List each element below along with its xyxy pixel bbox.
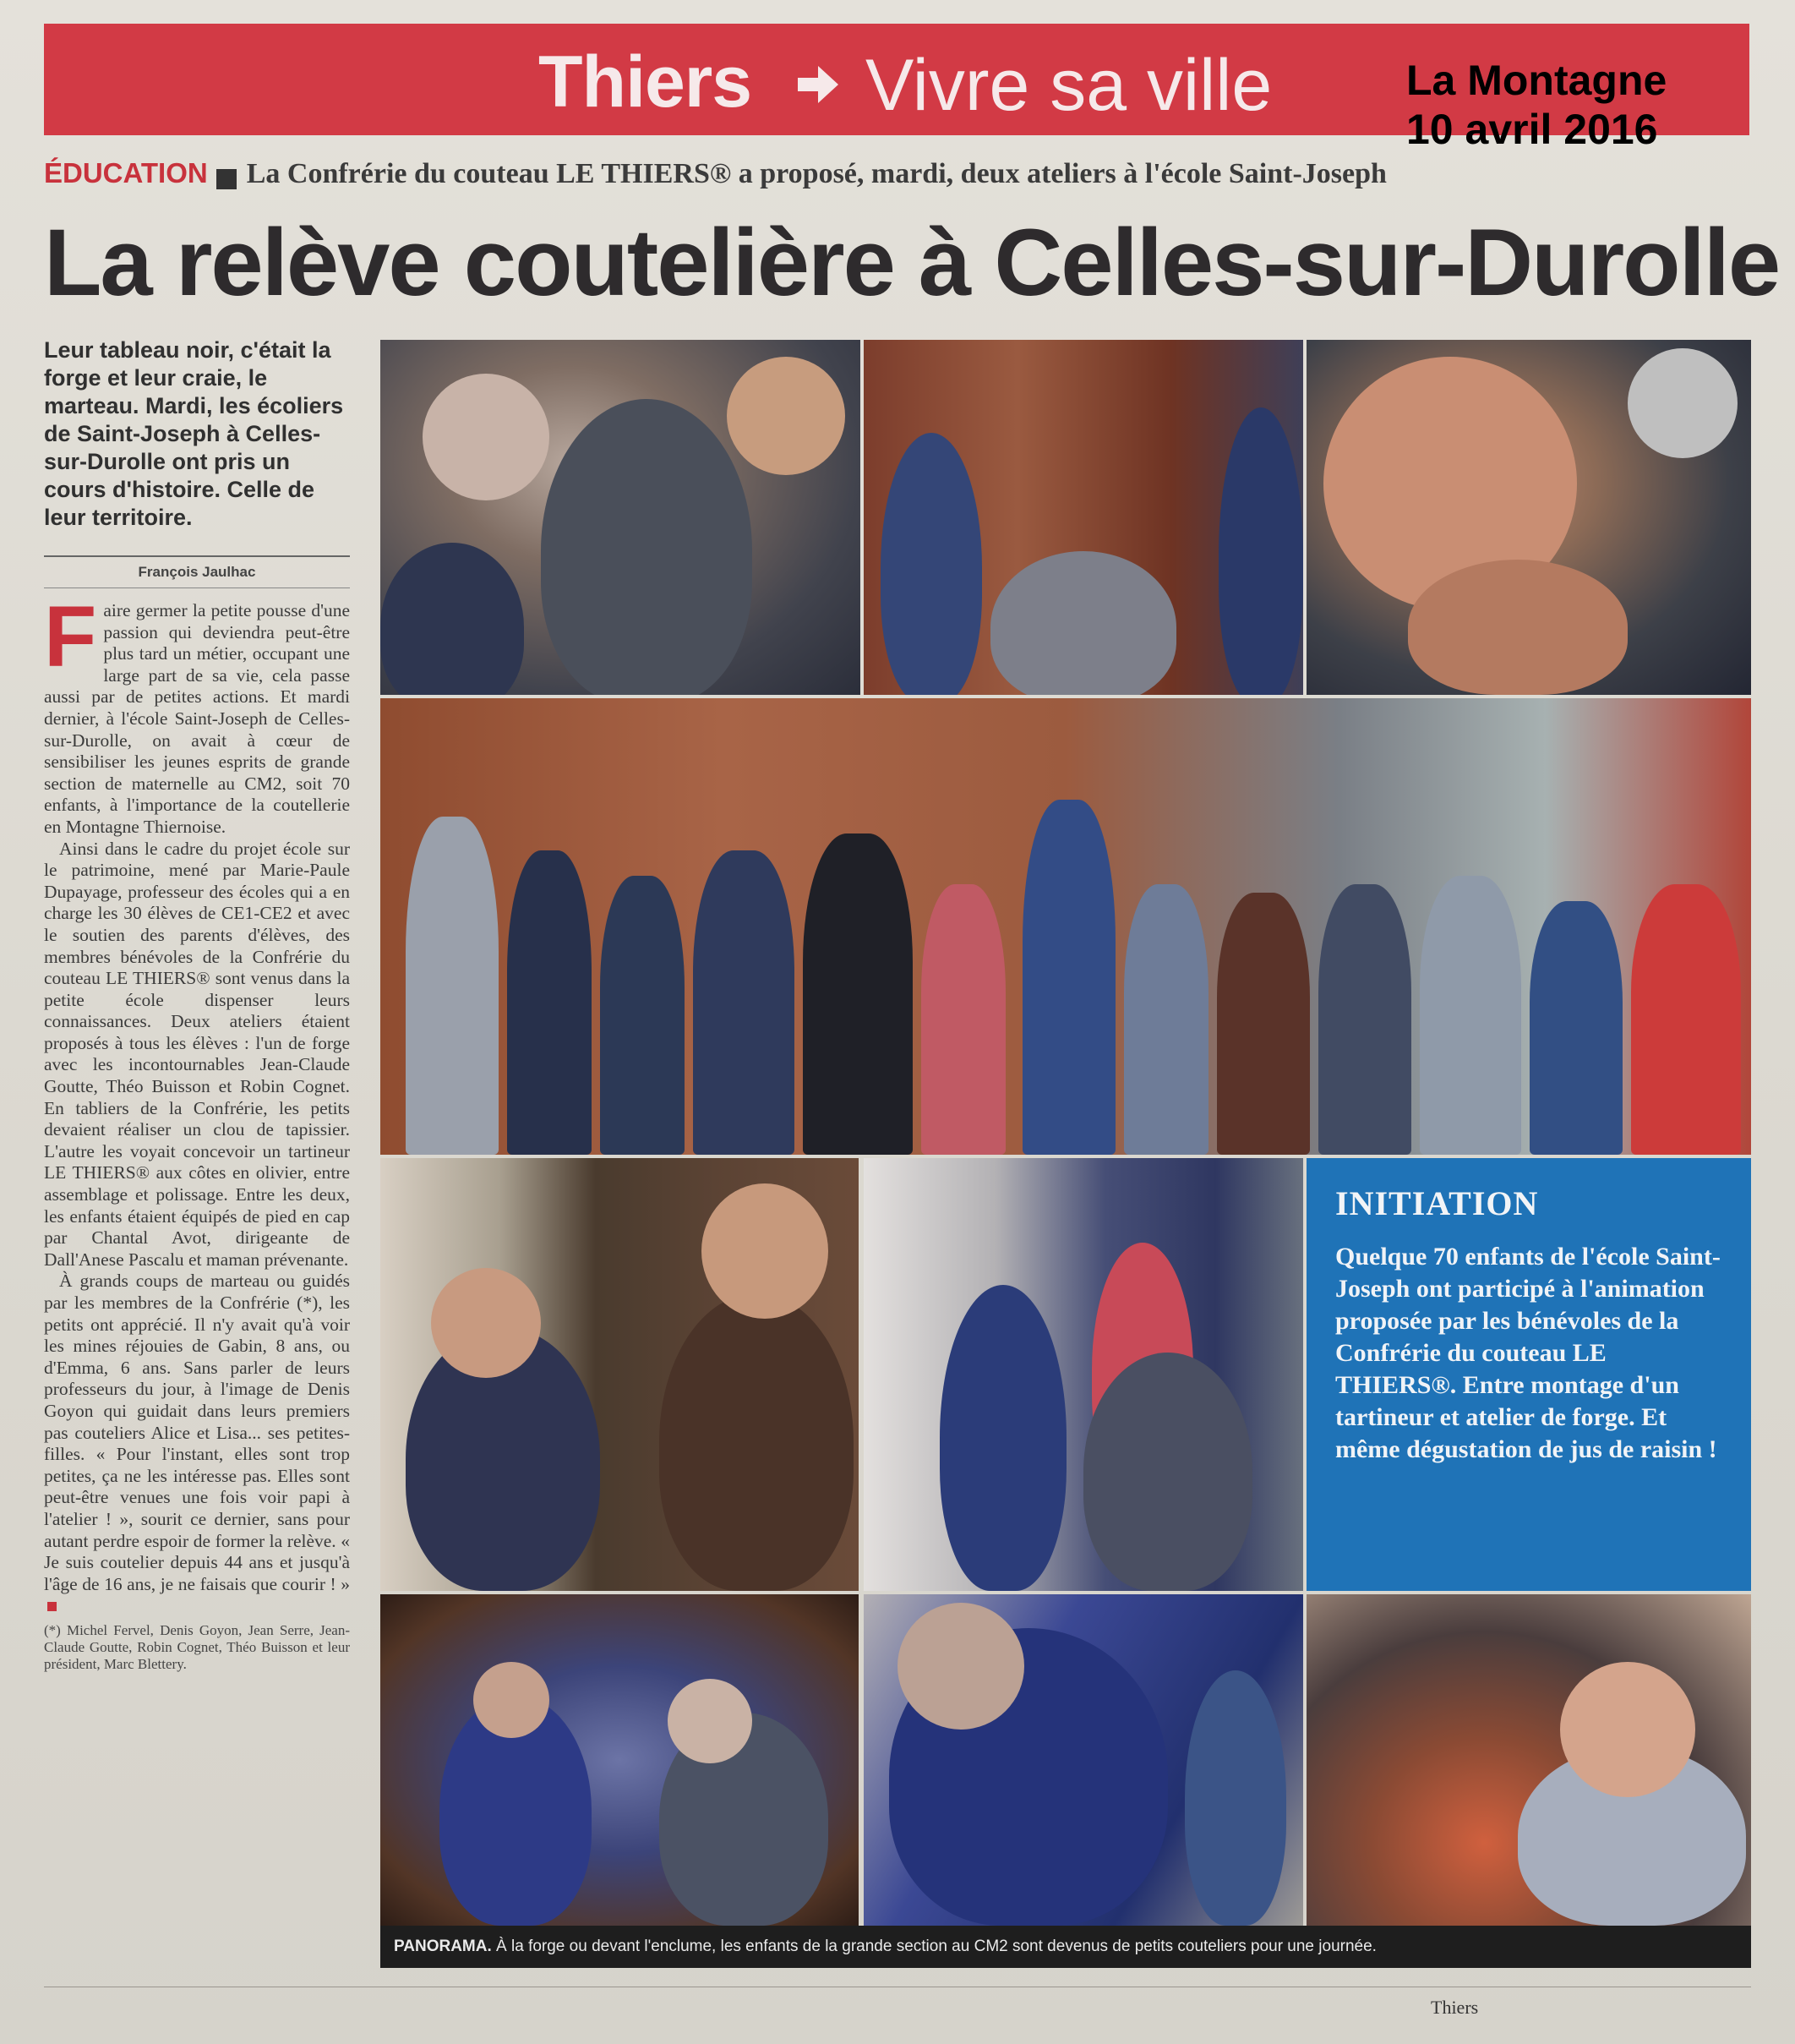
- headline: La relève coutelière à Celles-sur-Durolle: [44, 210, 1780, 315]
- photo-caption: [380, 1926, 1751, 1968]
- paragraph-text: aire germer la petite pousse d'une passion qui deviendra peut-être plus tard un métier, occupant une large part de sa vie, cela passe aussi par de petites actions. Et mardi dernier, à l'école Saint-Joseph de Celles-sur-Durolle, on avait à cœur de sensibiliser les jeunes esprits de grande section de maternelle au CM2, soit 70 enfants, à l'importance de la coutellerie en Montagne Thiernoise.: [44, 600, 350, 837]
- photo-child-closeup: [1307, 340, 1751, 695]
- square-bullet-icon: [216, 169, 237, 189]
- child-head: [431, 1268, 541, 1378]
- publication-date-stamp: 10 avril 2016: [1406, 106, 1658, 153]
- photo-elder-and-child-polishing: [380, 340, 860, 695]
- person-figure: [380, 543, 524, 695]
- hands: [1408, 560, 1628, 695]
- person-figure: [990, 551, 1176, 695]
- footnote: (*) Michel Fervel, Denis Goyon, Jean Serre, Jean-Claude Goutte, Robin Cognet, Théo Buisson et leur président, Marc Blettery.: [44, 1621, 350, 1672]
- article-text-column: [44, 336, 350, 1673]
- end-mark-icon: [47, 1602, 57, 1611]
- photo-girl-at-forge: [1307, 1594, 1751, 1926]
- person-figure: [881, 433, 982, 695]
- child-figure: [1631, 884, 1741, 1155]
- photo-elders-with-children: [380, 1594, 859, 1926]
- person-head: [423, 374, 549, 500]
- newspaper-name-stamp: La Montagne: [1406, 57, 1667, 104]
- child-head: [1560, 1662, 1695, 1797]
- photo-man-at-grinder: [864, 1594, 1303, 1926]
- article-body: [44, 588, 350, 1617]
- machine-wheel: [1628, 348, 1738, 458]
- person-figure: [1219, 407, 1303, 695]
- adult-figure: [1023, 800, 1116, 1155]
- photo-children-hammering: [864, 1158, 1303, 1591]
- kicker: [44, 157, 1749, 199]
- banner-section: Vivre sa ville: [865, 45, 1273, 126]
- person-head: [727, 357, 845, 475]
- person-head: [668, 1679, 752, 1763]
- section-banner: [44, 24, 1749, 153]
- paragraph: [44, 1271, 350, 1617]
- divider: [44, 555, 350, 557]
- person-head: [701, 1183, 828, 1319]
- child-figure: [600, 876, 685, 1155]
- child-figure: [693, 850, 794, 1155]
- caption-label: PANORAMA.: [394, 1937, 492, 1955]
- info-box-title: INITIATION: [1335, 1184, 1539, 1222]
- child-figure: [1420, 876, 1521, 1155]
- kicker-tag: ÉDUCATION: [44, 157, 208, 189]
- info-box: [1307, 1158, 1751, 1591]
- child-figure: [1124, 884, 1208, 1155]
- caption-text: À la forge ou devant l'enclume, les enfants de la grande section au CM2 sont devenus de petits couteliers pour une journée.: [496, 1937, 1377, 1955]
- info-box-body: Quelque 70 enfants de l'école Saint-Joseph ont participé à l'animation proposée par les bénévoles de la Confrérie du couteau LE THIERS®. Entre montage d'un tartineur et atelier de forge. Et même dégustation de jus de raisin !: [1335, 1243, 1721, 1463]
- byline: François Jaulhac: [138, 564, 256, 580]
- child-figure: [940, 1285, 1067, 1591]
- lede: Leur tableau noir, c'était la forge et leur craie, le marteau. Mardi, les écoliers de Saint-Joseph à Celles-sur-Durolle ont pris un cours d'histoire. Celle de leur territoire.: [44, 337, 344, 530]
- drop-cap: F: [44, 588, 97, 685]
- right-arrow-icon: [794, 61, 842, 108]
- page-folio: Thiers: [1431, 1997, 1479, 2018]
- person-figure: [541, 399, 752, 695]
- photo-group-of-children: [380, 698, 1751, 1155]
- photo-forge-workshop: [864, 340, 1303, 695]
- child-figure: [1217, 893, 1310, 1155]
- paragraph: Ainsi dans le cadre du projet école sur le patrimoine, mené par Marie-Paule Dupayage, professeur des écoles qui a en charge les 30 élèves de CE1-CE2 et avec le soutien des parents d'élèves, des membres bénévoles de la Confrérie du couteau LE THIERS® sont venus dans la petite école dispenser leurs connaissances. Deux ateliers étaient proposés à tous les élèves : l'un de forge avec les incontournables Jean-Claude Goutte, Théo Buisson et Robin Cognet. En tabliers de la Confrérie, les petits devaient réaliser un clou de tapissier. L'autre les voyait concevoir un tartineur LE THIERS® aux côtes en olivier, entre assemblage et polissage. Entre les deux, les enfants étaient équipés de pied en cap par Chantal Avot, dirigeante de Dall'Anese Pascalu et maman prévenante.: [44, 838, 350, 1270]
- photo-child-and-young-man: [380, 1158, 859, 1591]
- child-figure: [1083, 1353, 1252, 1591]
- paragraph-text: À grands coups de marteau ou guidés par les membres de la Confrérie (*), les petits ont apprécié. Il n'y avait qu'à voir les mines réjouies de Gabin, 8 ans, ou d'Emma, 6 ans. Sans parler de leurs professeurs du jour, à l'image de Denis Goyon qui guidait dans leurs premiers pas couteliers Alice et Lisa... ses petites-filles. « Pour l'instant, elles sont trop petites, ça ne les intéresse pas. Elles sont peut-être venues une fois voir papi à l'atelier ! », sourit ce dernier, sans pour autant perdre espoir de former la relève. « Je suis coutelier depuis 44 ans et jusqu'à l'âge de 16 ans, je ne faisais que courir ! »: [44, 1271, 350, 1594]
- banner-city: Thiers: [538, 41, 752, 123]
- paragraph: [44, 588, 350, 839]
- child-figure: [803, 833, 913, 1155]
- person-figure: [659, 1293, 854, 1591]
- child-figure: [1185, 1670, 1286, 1926]
- child-figure: [1530, 901, 1623, 1155]
- person-head: [898, 1603, 1024, 1730]
- kicker-text: La Confrérie du couteau LE THIERS® a proposé, mardi, deux ateliers à l'école Saint-Joseph: [246, 158, 1387, 189]
- child-figure: [921, 884, 1006, 1155]
- person-head: [473, 1662, 549, 1738]
- child-figure: [507, 850, 592, 1155]
- child-figure: [406, 817, 499, 1155]
- child-figure: [1318, 884, 1411, 1155]
